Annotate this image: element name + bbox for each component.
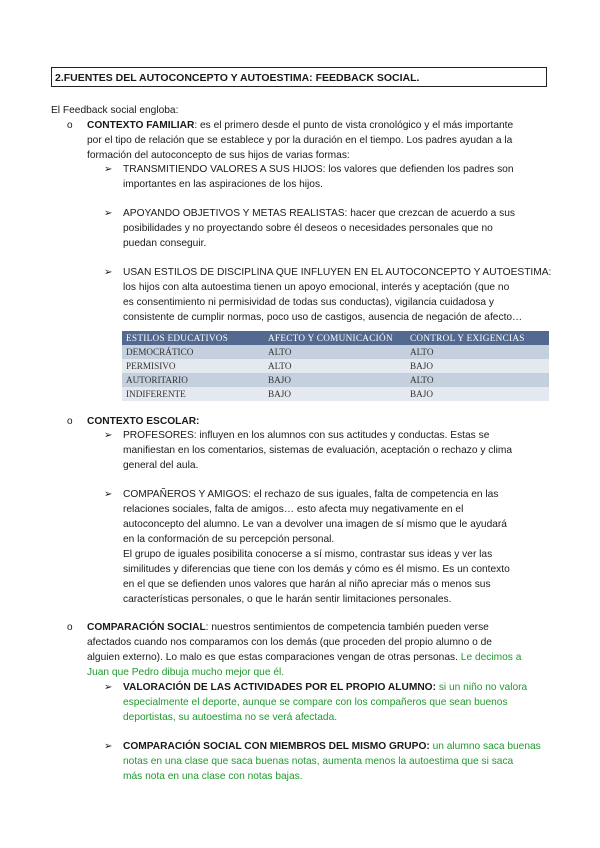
table-cell: BAJO [264,387,406,401]
escolar-item-2-line-8: características personales, o que le harán sentir limitaciones personales. [123,594,452,605]
arrow-bullet-icon: ➢ [104,682,113,693]
comparacion-item-2-line-3: más nota en una clase con notas bajas. [123,771,303,782]
table-header-row [122,331,549,345]
escolar-item-2-line-2: relaciones sociales, falta de amigos… esto afecta muy negativamente en el [123,504,464,515]
escolar-heading: CONTEXTO ESCOLAR: [87,416,200,427]
table-cell: AUTORITARIO [122,373,264,387]
escolar-item-1-line-2: manifiestan en los comentarios, sistemas de evaluación, aceptación o rechazo y clima [123,445,513,456]
educational-styles-table [122,331,549,401]
escolar-item-1-line-3: general del aula. [123,460,199,471]
familiar-item-2-line-2: posibilidades y no proyectando sobre él deseos o necesidades personales que no [123,223,493,234]
comparacion-item-1-line-1: VALORACIÓN DE LAS ACTIVIDADES POR EL PROPIO ALUMNO: si un niño no valora [123,682,528,693]
familiar-item-1-line-2: importantes en las aspiraciones de los hijos. [123,179,323,190]
comparacion-item-2-line-1: COMPARACIÓN SOCIAL CON MIEMBROS DEL MISMO GRUPO: un alumno saca buenas [123,741,541,752]
comparacion-item-2-line-2: notas en una clase que saca buenas notas, aumenta menos la autoestima que si saca [123,756,514,767]
table-cell: DEMOCRÁTICO [122,345,264,359]
comparacion-item-1-line-3: deportistas, su autoestima no se verá afectada. [123,712,338,723]
familiar-item-3-line-2: los hijos con alta autoestima tienen un apoyo emocional, interés y aceptación (que no [123,282,510,293]
escolar-item-2-line-5: El grupo de iguales posibilita conocerse a sí mismo, contrastar sus ideas y ver las [123,549,493,560]
familiar-item-3-line-4: consistente de cumplir normas, poco uso de castigos, ausencia de negación de afecto… [123,312,523,323]
escolar-item-2-line-7: en el que se defienden unos valores que harán al niño apreciar más o menos sus [123,579,491,590]
escolar-item-1-line-1: PROFESORES: influyen en los alumnos con sus actitudes y conductas. Estas se [123,430,490,441]
escolar-item-2-line-1: COMPAÑEROS Y AMIGOS: el rechazo de sus iguales, falta de competencia en las [123,489,499,500]
table-row [122,345,549,359]
table-cell: BAJO [406,359,549,373]
arrow-bullet-icon: ➢ [104,208,113,219]
intro-text: El Feedback social engloba: [51,105,179,116]
comparacion-line-4: Juan que Pedro dibuja mucho mejor que él. [87,667,285,678]
table-row [122,373,549,387]
arrow-bullet-icon: ➢ [104,741,113,752]
table-cell: ALTO [406,373,549,387]
table-row [122,387,549,401]
table-row [122,359,549,373]
table-header-cell: ESTILOS EDUCATIVOS [122,331,264,345]
familiar-line-2: por el tipo de relación que se establece y por la duración en el tiempo. Los padres ayudan a la [87,135,513,146]
table-header-cell: AFECTO Y COMUNICACIÓN [264,331,406,345]
table-cell: PERMISIVO [122,359,264,373]
arrow-bullet-icon: ➢ [104,164,113,175]
comparacion-line-1: COMPARACIÓN SOCIAL: nuestros sentimientos de competencia también pueden verse [87,622,489,633]
table-cell: INDIFERENTE [122,387,264,401]
familiar-item-3-line-1: USAN ESTILOS DE DISCIPLINA QUE INFLUYEN EN EL AUTOCONCEPTO Y AUTOESTIMA: [123,267,552,278]
comparacion-item-1-line-2: especialmente el deporte, aunque se compare con los compañeros que sean buenos [123,697,508,708]
table-cell: ALTO [406,345,549,359]
familiar-item-1-line-1: TRANSMITIENDO VALORES A SUS HIJOS: los valores que defienden los padres son [123,164,514,175]
circle-bullet: o [67,622,73,633]
familiar-item-2-line-1: APOYANDO OBJETIVOS Y METAS REALISTAS: hacer que crezcan de acuerdo a sus [123,208,516,219]
table-cell: BAJO [264,373,406,387]
familiar-line-3: formación del autoconcepto de sus hijos de varias formas: [87,150,350,161]
table-cell: ALTO [264,345,406,359]
table-cell: ALTO [264,359,406,373]
familiar-heading: CONTEXTO FAMILIAR [87,120,195,131]
escolar-item-2-line-4: en la conformación de su percepción personal. [123,534,335,545]
section-title: 2.FUENTES DEL AUTOCONCEPTO Y AUTOESTIMA: FEEDBACK SOCIAL. [51,67,547,87]
comparacion-line-3: alguien externo). Lo malo es que estas comparaciones vengan de otras personas. Le decimos a [87,652,522,663]
comparacion-heading: COMPARACIÓN SOCIAL [87,622,206,633]
table-cell: BAJO [406,387,549,401]
familiar-line-1: CONTEXTO FAMILIAR: es el primero desde el punto de vista cronológico y el más importante [87,120,514,131]
arrow-bullet-icon: ➢ [104,267,113,278]
circle-bullet: o [67,120,73,131]
circle-bullet: o [67,416,73,427]
familiar-item-3-line-3: es consentimiento ni permisividad de todas sus conductas), vigilancia cuidadosa y [123,297,494,308]
arrow-bullet-icon: ➢ [104,489,113,500]
escolar-item-2-line-3: autoconcepto del alumno. Le van a devolver una imagen de sí mismo que le ayudará [123,519,507,530]
arrow-bullet-icon: ➢ [104,430,113,441]
comparacion-line-2: afectados cuando nos comparamos con los demás (que proceden del propio alumno o de [87,637,492,648]
table-header-cell: CONTROL Y EXIGENCIAS [406,331,549,345]
familiar-item-2-line-3: puedan conseguir. [123,238,207,249]
escolar-item-2-line-6: similitudes y diferencias que tiene con los demás y cómo es él mismo. Es un contexto [123,564,510,575]
